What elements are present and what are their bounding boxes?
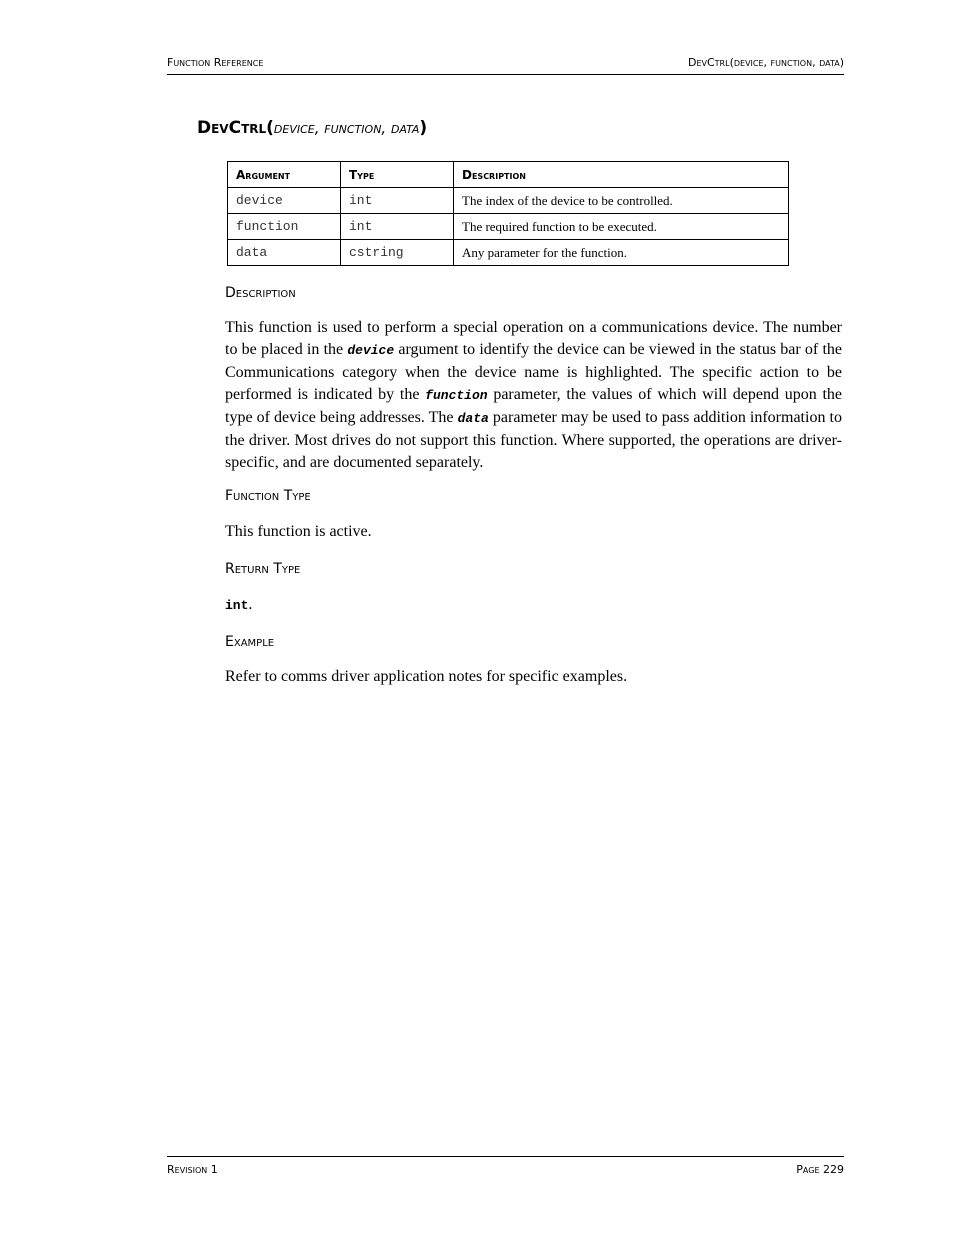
description-cell: The index of the device to be controlled. <box>454 188 789 214</box>
code-function: function <box>425 388 488 403</box>
argument-cell: device <box>228 188 341 214</box>
description-text-4: parameter may be used to pass addition information to the driver. Most drives do not support this function. Where supported, the operations are driver-specific, and are documented separately. <box>225 409 842 471</box>
header-left: Function Reference <box>167 56 264 69</box>
page-footer <box>167 1156 844 1176</box>
return-type-code: int <box>225 598 249 613</box>
table-row <box>228 188 789 214</box>
argument-cell: data <box>228 240 341 266</box>
description-cell: The required function to be executed. <box>454 214 789 240</box>
return-type-heading: Return Type <box>225 561 301 577</box>
description-cell: Any parameter for the function. <box>454 240 789 266</box>
title-close: ) <box>419 118 428 138</box>
table-row <box>228 240 789 266</box>
description-paragraph <box>225 317 842 474</box>
type-cell: int <box>341 214 454 240</box>
footer-right: Page 229 <box>796 1163 844 1176</box>
code-device: device <box>347 343 395 358</box>
page-title <box>197 118 427 138</box>
function-type-text: This function is active. <box>225 523 372 540</box>
arguments-table <box>227 161 789 266</box>
table-row <box>228 214 789 240</box>
example-text: Refer to comms driver application notes for specific examples. <box>225 668 628 685</box>
description-text-3: parameter, the values of which will depend upon the type of device being addresses. The <box>225 386 842 426</box>
type-cell: cstring <box>341 240 454 266</box>
description-text-2: argument to identify the device can be viewed in the status bar of the Communications category when the device name is highlighted. The specific action to be performed is indicated by the <box>225 341 842 403</box>
argument-cell: function <box>228 214 341 240</box>
code-data: data <box>457 411 489 426</box>
function-type-heading: Function Type <box>225 488 311 504</box>
return-type-suffix: . <box>248 596 253 613</box>
title-name: DevCtrl( <box>197 118 274 138</box>
page-header <box>167 56 844 75</box>
type-cell: int <box>341 188 454 214</box>
title-args: device, function, data <box>273 119 420 137</box>
header-right: DevCtrl(device, function, data) <box>687 56 844 69</box>
column-header-description: Description <box>454 162 789 188</box>
table-header-row <box>228 162 789 188</box>
description-heading: Description <box>225 285 296 301</box>
return-type-text <box>225 594 842 617</box>
column-header-argument: Argument <box>228 162 341 188</box>
description-text-1: This function is used to perform a special operation on a communications device. The number to be placed in the <box>225 319 842 358</box>
footer-left: Revision 1 <box>167 1163 218 1176</box>
example-heading: Example <box>225 634 275 650</box>
column-header-type: Type <box>341 162 454 188</box>
